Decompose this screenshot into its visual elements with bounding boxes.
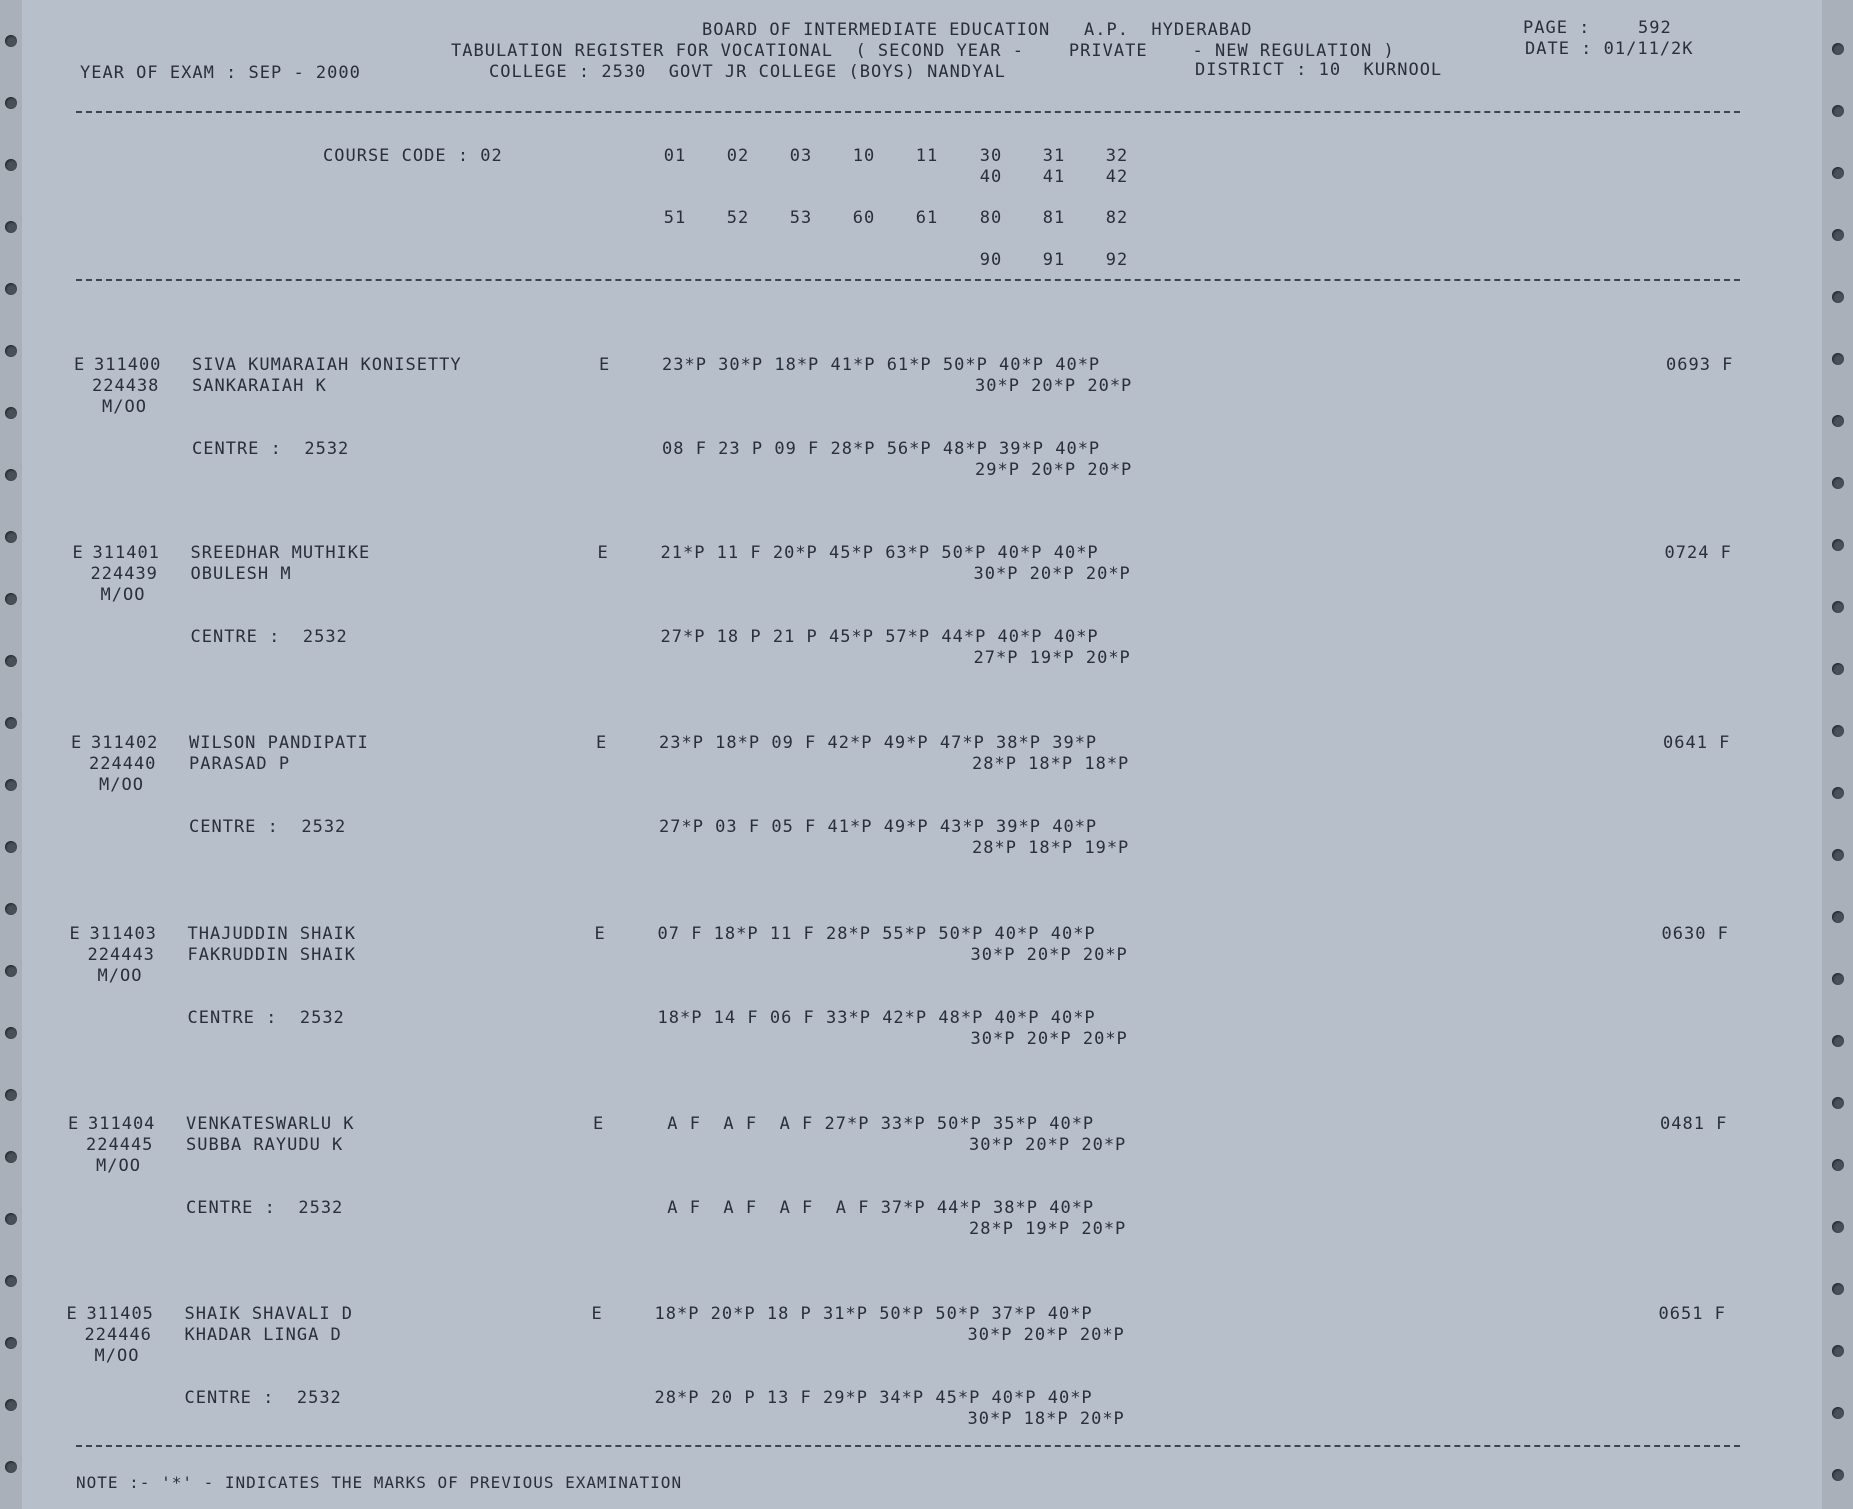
- subject-code: 80: [979, 208, 1003, 228]
- feed-hole: [1832, 167, 1844, 179]
- exam-type: E: [71, 733, 83, 753]
- feed-hole: [5, 1275, 17, 1287]
- feed-hole: [5, 655, 17, 667]
- subject-code: 10: [852, 146, 876, 166]
- subject-code: 02: [726, 146, 750, 166]
- subject-code: 53: [789, 208, 813, 228]
- feed-hole: [1832, 415, 1844, 427]
- marks-current: A F A F A F 27*P 33*P 50*P 35*P 40*P: [656, 1114, 1095, 1134]
- subject-code: 52: [726, 208, 750, 228]
- roll-number: 311400: [94, 355, 162, 375]
- subject-code: 03: [789, 146, 813, 166]
- category: M/OO: [99, 775, 144, 795]
- feed-hole: [1832, 1035, 1844, 1047]
- category: M/OO: [102, 397, 147, 417]
- feed-hole: [5, 407, 17, 419]
- registration-number: 224445: [86, 1135, 154, 1155]
- marks-current-extra: 28*P 18*P 18*P: [972, 754, 1130, 774]
- subject-code: 30: [979, 146, 1003, 166]
- marks-current: 07 F 18*P 11 F 28*P 55*P 50*P 40*P 40*P: [657, 924, 1096, 944]
- centre-code: CENTRE : 2532: [190, 627, 348, 647]
- feed-hole: [1832, 1469, 1844, 1481]
- marks-previous-extra: 30*P 18*P 20*P: [967, 1409, 1125, 1429]
- feed-hole: [5, 1461, 17, 1473]
- subject-code: 60: [852, 208, 876, 228]
- subject-code: 42: [1105, 167, 1129, 187]
- district-name: DISTRICT : 10 KURNOOL: [1195, 60, 1443, 80]
- feed-hole: [1832, 1097, 1844, 1109]
- feed-hole: [5, 779, 17, 791]
- medium: E: [599, 355, 611, 375]
- feed-hole: [5, 1089, 17, 1101]
- feed-hole: [1832, 291, 1844, 303]
- exam-type: E: [68, 1114, 80, 1134]
- father-name: SANKARAIAH K: [192, 376, 327, 396]
- marks-previous: 18*P 14 F 06 F 33*P 42*P 48*P 40*P 40*P: [657, 1008, 1096, 1028]
- registration-number: 224443: [87, 945, 155, 965]
- feed-hole: [1832, 787, 1844, 799]
- print-date: DATE : 01/11/2K: [1525, 39, 1694, 59]
- feed-hole: [1832, 911, 1844, 923]
- board-title: BOARD OF INTERMEDIATE EDUCATION A.P. HYDERABAD: [702, 20, 1253, 40]
- medium: E: [597, 543, 609, 563]
- centre-code: CENTRE : 2532: [184, 1388, 342, 1408]
- subject-code: 90: [979, 250, 1003, 270]
- page-label: PAGE :: [1523, 18, 1591, 38]
- feed-hole: [5, 97, 17, 109]
- roll-number: 311401: [92, 543, 160, 563]
- marks-previous: 28*P 20 P 13 F 29*P 34*P 45*P 40*P 40*P: [654, 1388, 1093, 1408]
- subject-code: 40: [979, 167, 1003, 187]
- marks-previous: 08 F 23 P 09 F 28*P 56*P 48*P 39*P 40*P: [662, 439, 1101, 459]
- father-name: OBULESH M: [190, 564, 292, 584]
- feed-hole: [5, 717, 17, 729]
- feed-hole: [1832, 663, 1844, 675]
- subject-code: 81: [1042, 208, 1066, 228]
- marks-current-extra: 30*P 20*P 20*P: [973, 564, 1131, 584]
- father-name: SUBBA RAYUDU K: [186, 1135, 344, 1155]
- feed-hole: [1832, 539, 1844, 551]
- feed-hole: [1832, 105, 1844, 117]
- feed-hole: [5, 159, 17, 171]
- feed-hole: [5, 1151, 17, 1163]
- feed-hole: [5, 903, 17, 915]
- feed-hole: [1832, 1159, 1844, 1171]
- register-title: TABULATION REGISTER FOR VOCATIONAL ( SECOND YEAR - PRIVATE - NEW REGULATION ): [451, 41, 1395, 61]
- father-name: KHADAR LINGA D: [184, 1325, 342, 1345]
- medium: E: [594, 924, 606, 944]
- exam-type: E: [74, 355, 86, 375]
- student-name: VENKATESWARLU K: [186, 1114, 355, 1134]
- feed-hole: [1832, 725, 1844, 737]
- total-result: 0630 F: [1661, 924, 1729, 944]
- medium: E: [591, 1304, 603, 1324]
- medium: E: [596, 733, 608, 753]
- registration-number: 224439: [90, 564, 158, 584]
- feed-hole: [1832, 1407, 1844, 1419]
- feed-hole: [5, 1027, 17, 1039]
- marks-previous: 27*P 18 P 21 P 45*P 57*P 44*P 40*P 40*P: [660, 627, 1099, 647]
- marks-current-extra: 30*P 20*P 20*P: [969, 1135, 1127, 1155]
- feed-hole: [5, 965, 17, 977]
- feed-hole: [5, 1337, 17, 1349]
- centre-code: CENTRE : 2532: [186, 1198, 344, 1218]
- total-result: 0724 F: [1664, 543, 1732, 563]
- marks-previous-extra: 27*P 19*P 20*P: [973, 648, 1131, 668]
- marks-current: 21*P 11 F 20*P 45*P 63*P 50*P 40*P 40*P: [660, 543, 1099, 563]
- year-of-exam: YEAR OF EXAM : SEP - 2000: [80, 63, 361, 83]
- student-name: SREEDHAR MUTHIKE: [190, 543, 371, 563]
- feed-hole: [5, 35, 17, 47]
- student-name: SHAIK SHAVALI D: [184, 1304, 354, 1324]
- marks-previous-extra: 30*P 20*P 20*P: [970, 1029, 1128, 1049]
- centre-code: CENTRE : 2532: [192, 439, 350, 459]
- feed-hole: [5, 469, 17, 481]
- subject-code: 51: [663, 208, 687, 228]
- roll-number: 311403: [89, 924, 157, 944]
- registration-number: 224438: [92, 376, 160, 396]
- feed-hole: [1832, 1345, 1844, 1357]
- centre-code: CENTRE : 2532: [189, 817, 347, 837]
- marks-previous: A F A F A F A F 37*P 44*P 38*P 40*P: [656, 1198, 1095, 1218]
- category: M/OO: [94, 1346, 140, 1366]
- student-name: THAJUDDIN SHAIK: [187, 924, 357, 944]
- subject-code: 92: [1105, 250, 1129, 270]
- header-divider: [76, 111, 1740, 113]
- registration-number: 224446: [84, 1325, 152, 1345]
- marks-current: 23*P 18*P 09 F 42*P 49*P 47*P 38*P 39*P: [659, 733, 1098, 753]
- student-name: SIVA KUMARAIAH KONISETTY: [192, 355, 462, 375]
- exam-type: E: [66, 1304, 78, 1324]
- feed-hole: [5, 593, 17, 605]
- right-tractor-feed: [1822, 0, 1853, 1509]
- feed-hole: [5, 1399, 17, 1411]
- student-name: WILSON PANDIPATI: [189, 733, 369, 753]
- course-divider: [76, 279, 1740, 281]
- father-name: FAKRUDDIN SHAIK: [187, 945, 357, 965]
- total-result: 0693 F: [1666, 355, 1734, 375]
- feed-hole: [5, 1213, 17, 1225]
- roll-number: 311404: [88, 1114, 156, 1134]
- total-result: 0641 F: [1663, 733, 1731, 753]
- marks-previous-extra: 28*P 19*P 20*P: [969, 1219, 1127, 1239]
- marks-previous: 27*P 03 F 05 F 41*P 49*P 43*P 39*P 40*P: [659, 817, 1098, 837]
- marks-current: 23*P 30*P 18*P 41*P 61*P 50*P 40*P 40*P: [662, 355, 1101, 375]
- roll-number: 311402: [91, 733, 159, 753]
- footnote: NOTE :- '*' - INDICATES THE MARKS OF PREVIOUS EXAMINATION: [76, 1473, 683, 1492]
- father-name: PARASAD P: [189, 754, 291, 774]
- exam-type: E: [69, 924, 81, 944]
- subject-code: 91: [1042, 250, 1066, 270]
- subject-code: 01: [663, 146, 687, 166]
- subject-code: 31: [1042, 146, 1066, 166]
- page-number: 592: [1638, 18, 1672, 38]
- feed-hole: [1832, 849, 1844, 861]
- left-tractor-feed: [0, 0, 22, 1509]
- feed-hole: [5, 531, 17, 543]
- marks-current-extra: 30*P 20*P 20*P: [975, 376, 1133, 396]
- marks-previous-extra: 28*P 18*P 19*P: [972, 838, 1130, 858]
- feed-hole: [5, 283, 17, 295]
- feed-hole: [1832, 601, 1844, 613]
- centre-code: CENTRE : 2532: [187, 1008, 345, 1028]
- marks-previous-extra: 29*P 20*P 20*P: [975, 460, 1133, 480]
- subject-code: 82: [1105, 208, 1129, 228]
- feed-hole: [1832, 43, 1844, 55]
- footer-divider: [76, 1445, 1740, 1447]
- feed-hole: [1832, 353, 1844, 365]
- subject-code: 61: [915, 208, 939, 228]
- total-result: 0481 F: [1660, 1114, 1728, 1134]
- total-result: 0651 F: [1658, 1304, 1726, 1324]
- category: M/OO: [97, 966, 143, 986]
- course-code-label: COURSE CODE : 02: [323, 146, 503, 166]
- feed-hole: [5, 841, 17, 853]
- marks-current: 18*P 20*P 18 P 31*P 50*P 50*P 37*P 40*P: [654, 1304, 1093, 1324]
- subject-code: 41: [1042, 167, 1066, 187]
- marks-current-extra: 30*P 20*P 20*P: [970, 945, 1128, 965]
- registration-number: 224440: [89, 754, 157, 774]
- category: M/OO: [96, 1156, 141, 1176]
- feed-hole: [5, 345, 17, 357]
- exam-type: E: [72, 543, 84, 563]
- feed-hole: [1832, 973, 1844, 985]
- feed-hole: [5, 221, 17, 233]
- feed-hole: [1832, 1221, 1844, 1233]
- subject-code: 32: [1105, 146, 1129, 166]
- marks-current-extra: 30*P 20*P 20*P: [967, 1325, 1125, 1345]
- feed-hole: [1832, 477, 1844, 489]
- category: M/OO: [100, 585, 146, 605]
- college-name: COLLEGE : 2530 GOVT JR COLLEGE (BOYS) NANDYAL: [489, 62, 1006, 82]
- medium: E: [593, 1114, 605, 1134]
- feed-hole: [1832, 229, 1844, 241]
- roll-number: 311405: [86, 1304, 154, 1324]
- subject-code: 11: [915, 146, 939, 166]
- feed-hole: [1832, 1283, 1844, 1295]
